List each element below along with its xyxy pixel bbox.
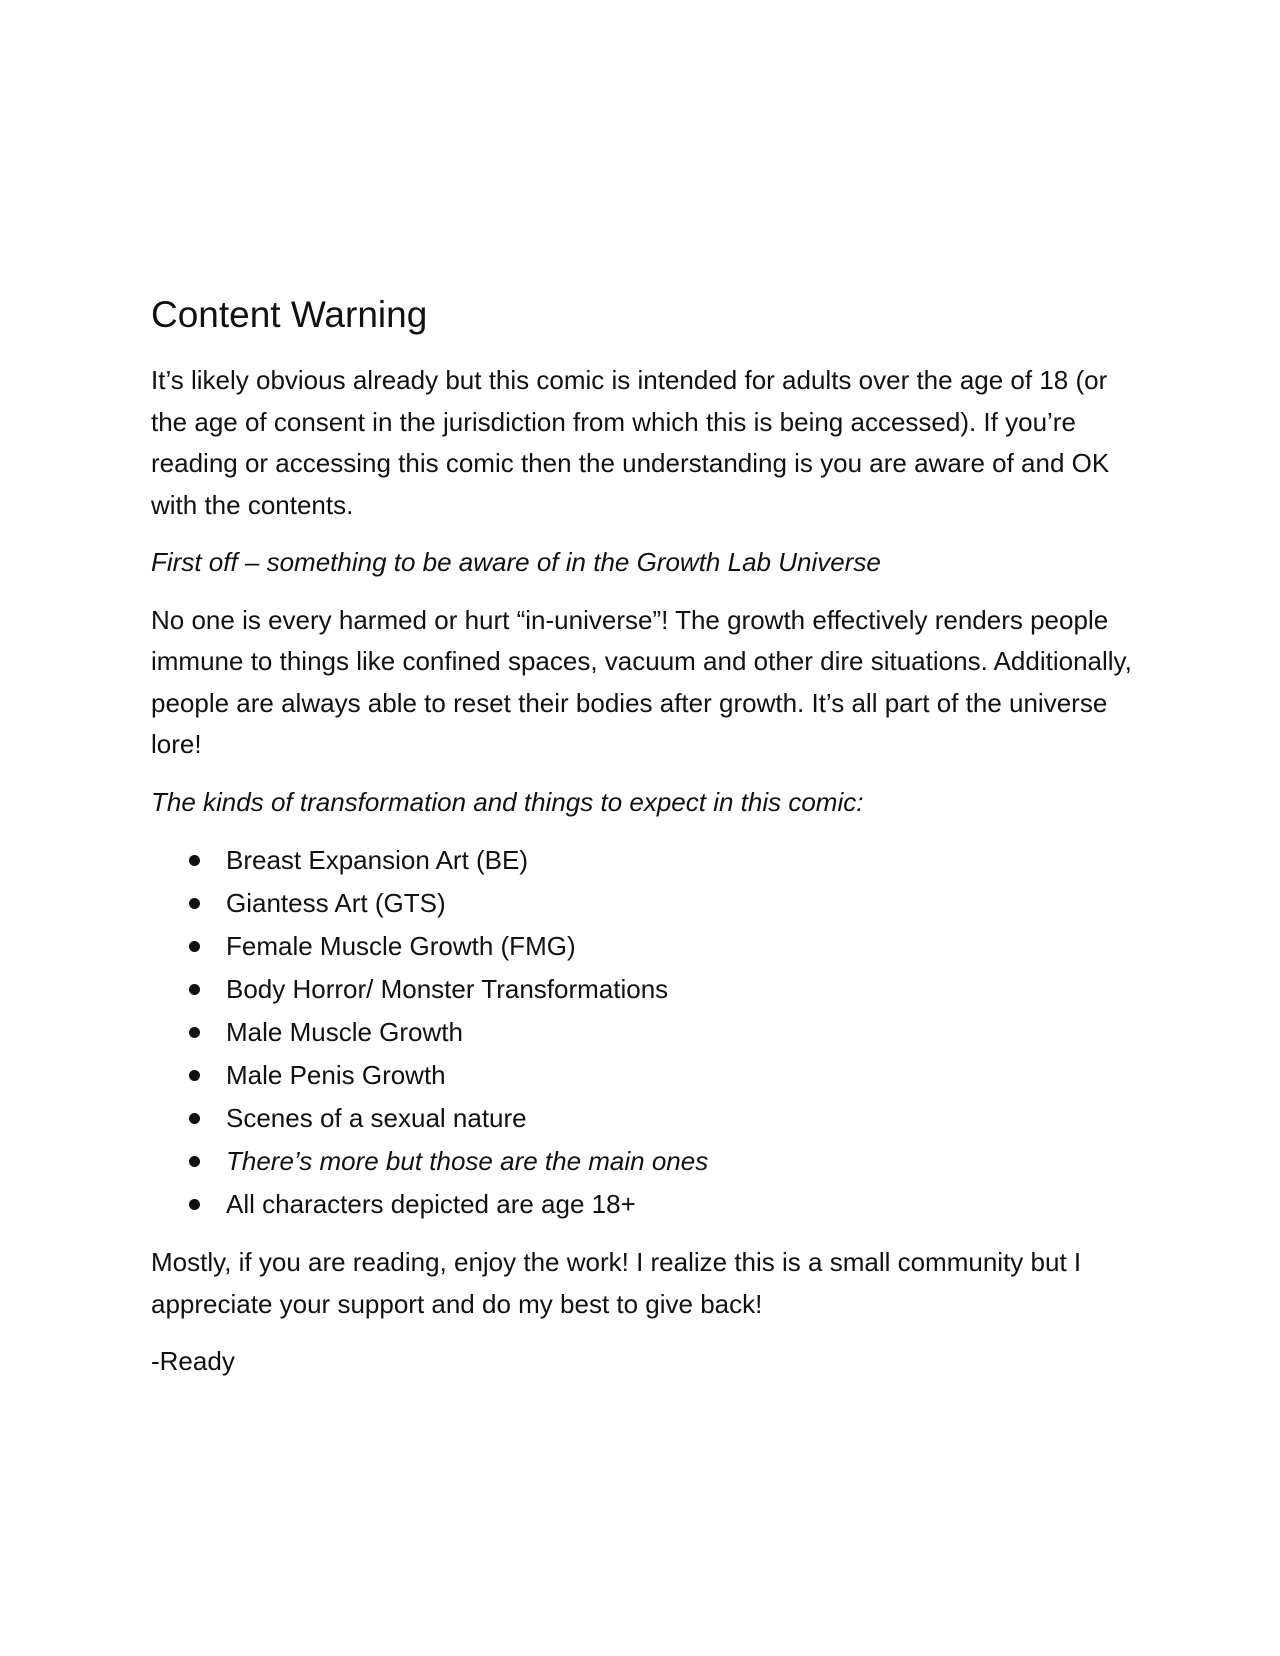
list-item [151,968,1141,1011]
list-item [151,1183,1141,1226]
page-title: Content Warning [151,294,428,335]
list-item [151,882,1141,925]
signature: -Ready [151,1346,235,1376]
bullet-icon [189,1070,200,1081]
list-item-text: Giantess Art (GTS) [226,888,446,918]
bullet-icon [189,855,200,866]
list-item-text: Breast Expansion Art (BE) [226,845,529,875]
list-item-text: There’s more but those are the main ones [226,1146,709,1176]
bullet-icon [189,1156,200,1167]
list-item-text: Body Horror/ Monster Transformations [226,974,669,1004]
list-item [151,1011,1141,1054]
bullet-icon [189,941,200,952]
first-off-heading: First off – something to be aware of in the Growth Lab Universe [151,547,881,577]
list-item-text: All characters depicted are age 18+ [226,1189,636,1219]
list-item-text: Female Muscle Growth (FMG) [226,931,576,961]
intro-paragraph: It’s likely obvious already but this comic is intended for adults over the age of 18 (or the age of consent in the jurisdiction from which this is being accessed). If you’re reading or accessing this comic then the understanding is you are aware of and OK with the contents. [151,365,1110,520]
list-item [151,1054,1141,1097]
bullet-icon [189,1113,200,1124]
list-item-text: Male Muscle Growth [226,1017,463,1047]
list-item [151,1097,1141,1140]
closing-paragraph: Mostly, if you are reading, enjoy the work! I realize this is a small community but I appreciate your support and do my best to give back! [151,1247,1082,1319]
list-item-text: Scenes of a sexual nature [226,1103,527,1133]
list-item [151,839,1141,882]
content-list [151,839,1141,1226]
lore-paragraph: No one is every harmed or hurt “in-universe”! The growth effectively renders people immune to things like confined spaces, vacuum and other dire situations. Additionally, people are always able to reset their bodies after growth. It’s all part of the universe lore! [151,604,1132,759]
bullet-icon [189,1027,200,1038]
kinds-heading: The kinds of transformation and things to expect in this comic: [151,786,864,817]
bullet-icon [189,898,200,909]
bullet-icon [189,1199,200,1210]
list-item [151,1140,1141,1183]
list-item [151,925,1141,968]
document-body [151,290,1141,1399]
bullet-icon [189,984,200,995]
list-item-text: Male Penis Growth [226,1060,446,1090]
